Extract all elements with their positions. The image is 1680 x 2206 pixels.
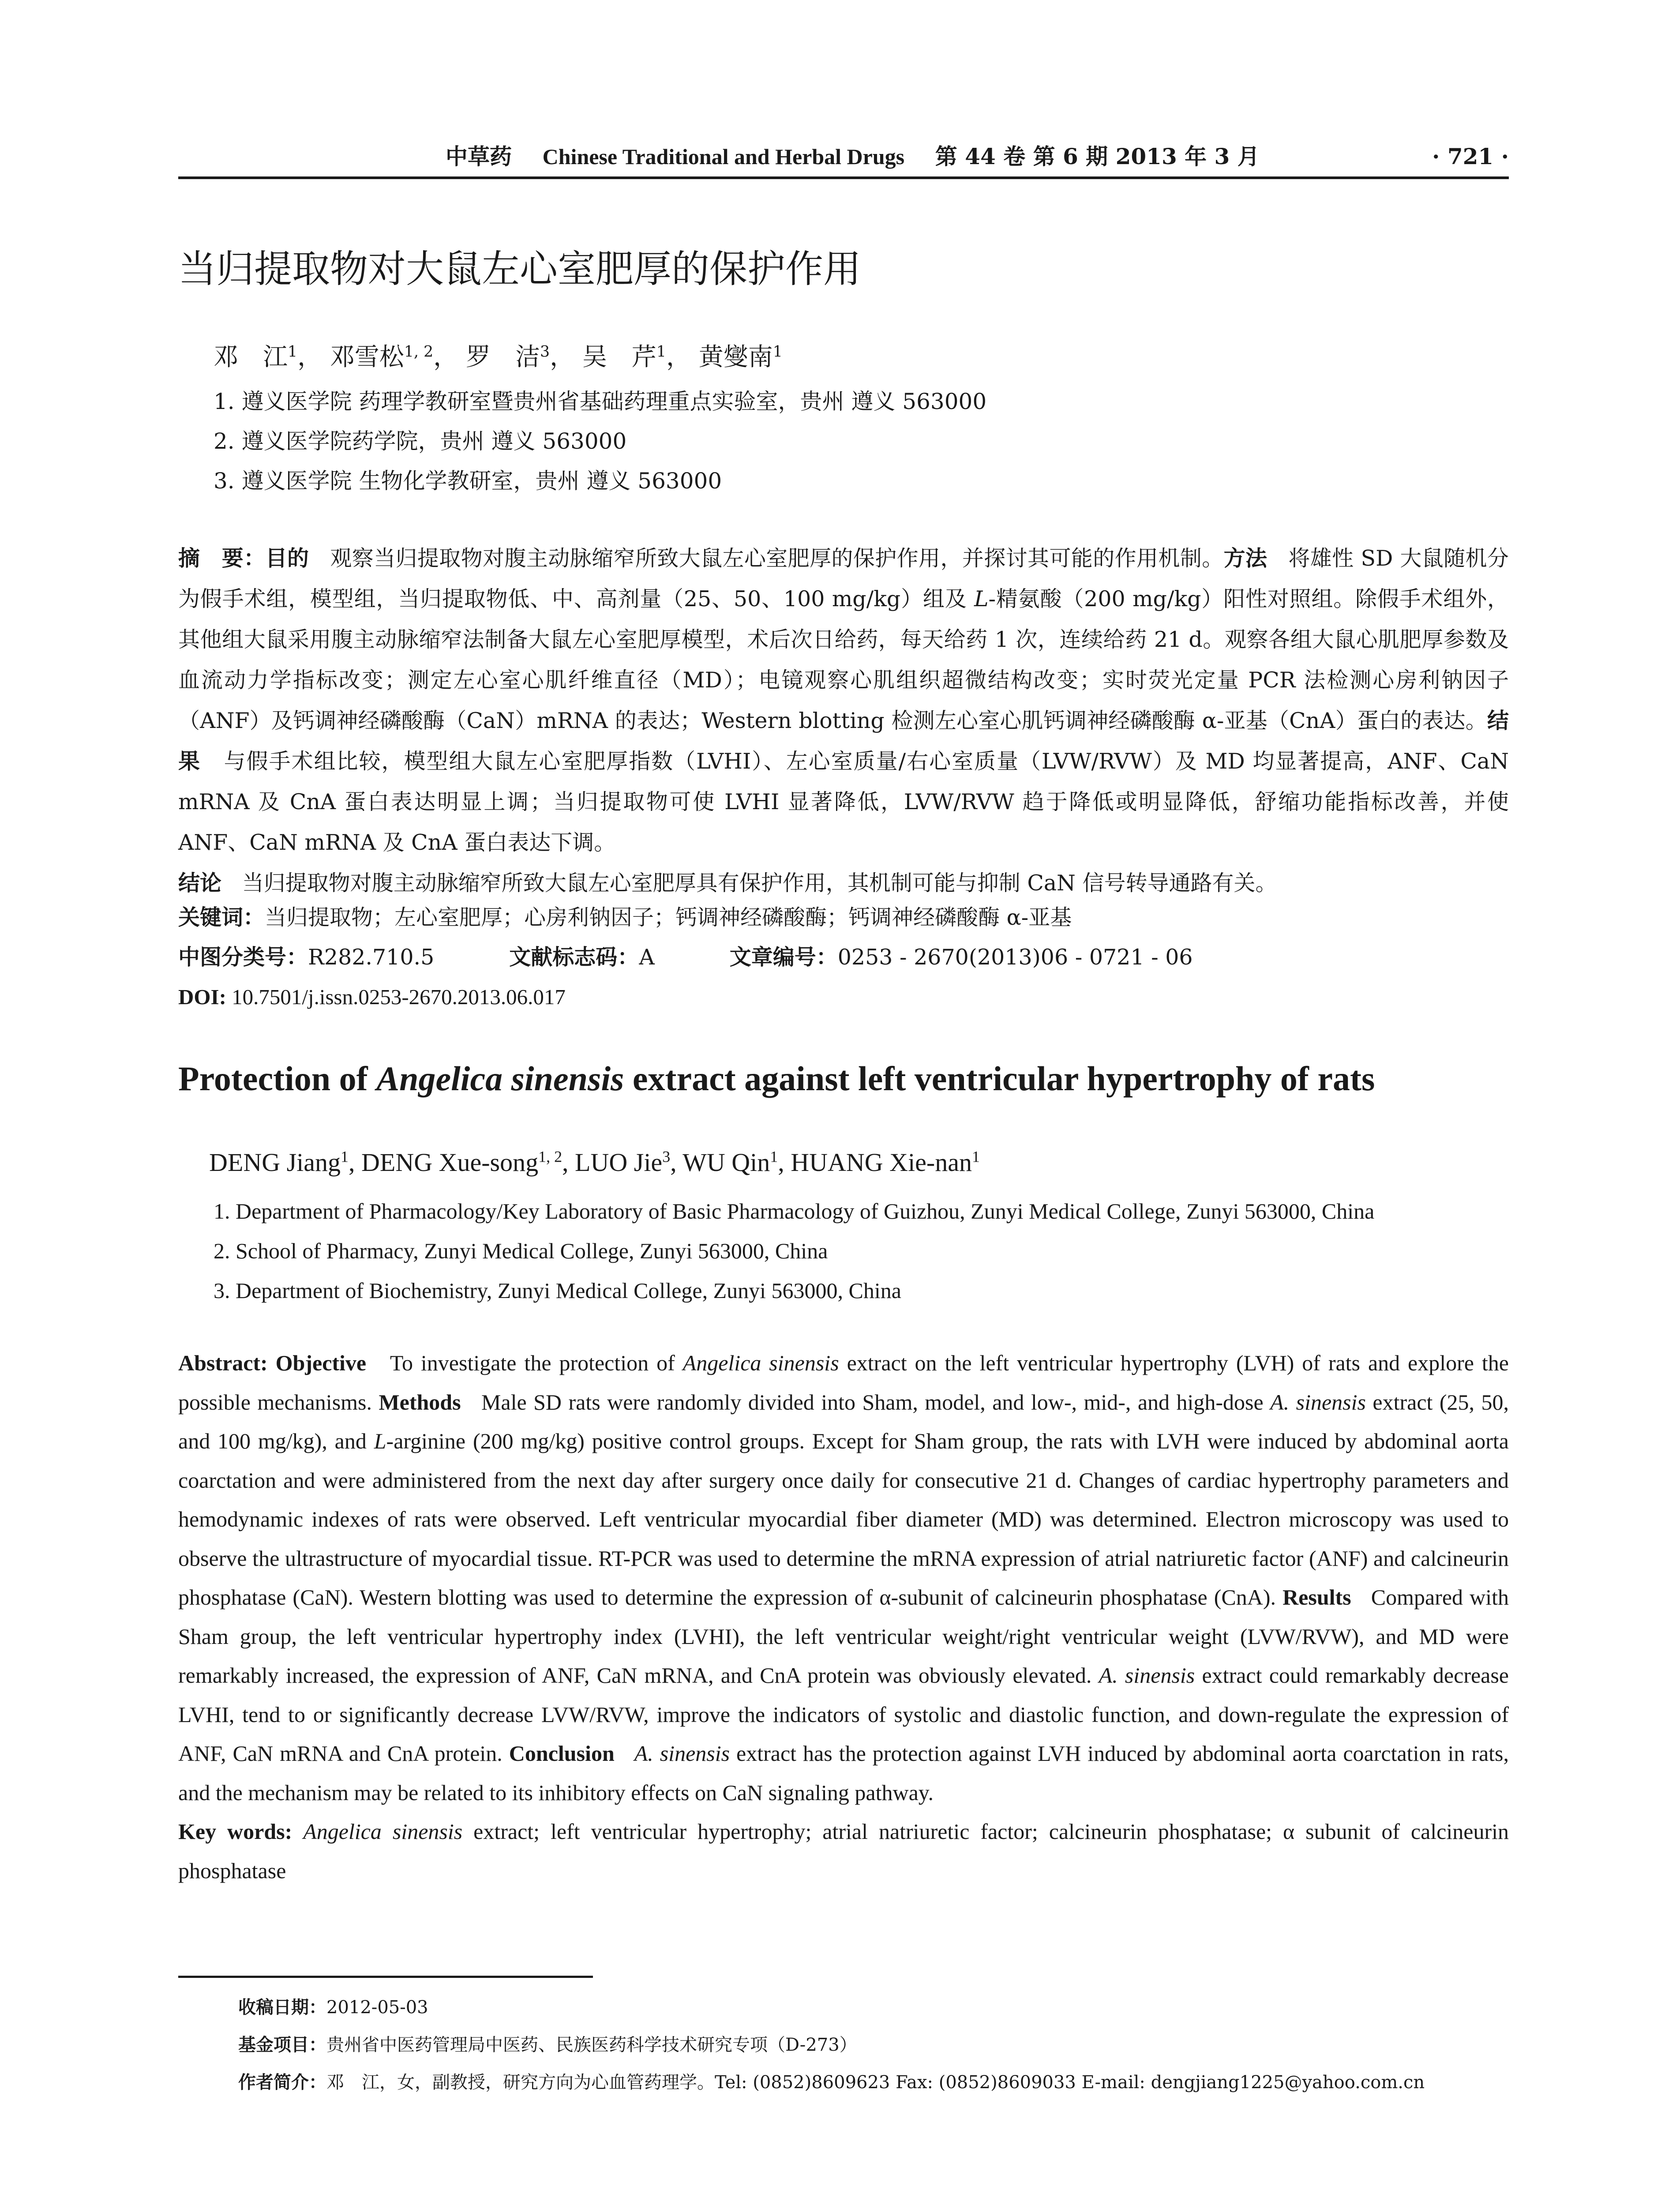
results-text-en-2: extract could remarkably decrease LVHI, tend to or significantly decrease LVW/RVW, improve the indicators of systolic and diastolic function, and down-regulate the expression of ANF, CaN mRNA and CnA protein. bbox=[178, 1663, 1509, 1766]
affiliation-en-3: 3. Department of Biochemistry, Zunyi Medical College, Zunyi 563000, China bbox=[214, 1278, 901, 1303]
affiliation-en-1: 1. Department of Pharmacology/Key Laboratory of Basic Pharmacology of Guizhou, Zunyi Medical College, Zunyi 563000, China bbox=[214, 1199, 1375, 1223]
author-bio-value: 邓 江，女，副教授，研究方向为心血管药理学。Tel: (0852)8609623 Fax: (0852)8609033 E-mail: dengjiang1225@yahoo.com.cn bbox=[326, 2072, 1425, 2093]
abstract-en bbox=[178, 1343, 1509, 1890]
author-affil-mark: 3 bbox=[662, 1148, 671, 1166]
footnote-fund bbox=[238, 2032, 857, 2058]
header-rule bbox=[178, 176, 1509, 179]
conclusion-label-en: Conclusion bbox=[509, 1741, 615, 1766]
article-value: 0253 - 2670(2013)06 - 0721 - 06 bbox=[837, 945, 1193, 970]
title-en-part: extract against left ventricular hypertrophy of rats bbox=[624, 1059, 1375, 1098]
author-affil-mark: 1 bbox=[770, 1148, 778, 1166]
conclusion-text-cn: 当归提取物对腹主动脉缩窄所致大鼠左心室肥厚具有保护作用，其机制可能与抑制 CaN 信号转导通路有关。 bbox=[242, 870, 1277, 896]
results-label-en: Results bbox=[1282, 1585, 1351, 1609]
running-header bbox=[446, 141, 1260, 172]
abstract-cn bbox=[178, 538, 1509, 904]
clc-value: R282.710.5 bbox=[308, 945, 435, 970]
author-affil-mark: 1 bbox=[772, 343, 783, 361]
article-label: 文章编号： bbox=[729, 945, 838, 970]
keywords-cn bbox=[178, 902, 1072, 933]
author-cn: 罗 洁 bbox=[465, 343, 540, 371]
keywords-label-en: Key words: bbox=[178, 1819, 292, 1844]
journal-issue: 第 44 卷 第 6 期 2013 年 3 月 bbox=[935, 143, 1260, 169]
keywords-label-cn: 关键词： bbox=[178, 905, 265, 930]
results-label-cn: 结果 bbox=[178, 708, 1509, 774]
author-cn: 邓雪松 bbox=[330, 343, 404, 371]
received-label: 收稿日期： bbox=[238, 1997, 326, 2018]
keywords-text-cn: 当归提取物；左心室肥厚；心房利钠因子；钙调神经磷酸酶；钙调神经磷酸酶 α-亚基 bbox=[265, 905, 1072, 930]
footnote-author bbox=[238, 2069, 1425, 2096]
journal-name-en: Chinese Traditional and Herbal Drugs bbox=[542, 144, 905, 169]
title-en-species: Angelica sinensis bbox=[376, 1059, 624, 1098]
doi-label: DOI: bbox=[178, 985, 226, 1009]
author-cn: 邓 江 bbox=[214, 343, 288, 371]
keywords-species-en: Angelica sinensis bbox=[303, 1819, 463, 1844]
methods-text-cn: 将雄性 SD 大鼠随机分为假手术组，模型组，当归提取物低、中、高剂量（25、50、100 mg/kg）组及 bbox=[178, 546, 1509, 612]
results-text-en: Compared with Sham group, the left ventricular hypertrophy index (LVHI), the left ventricular weight/right ventricular weight (LVW/RVW), and MD were remarkably increased, the expression of ANF, CaN mRNA, and CnA protein was obviously elevated. bbox=[178, 1585, 1509, 1688]
methods-text-en-2: extract (25, 50, and 100 mg/kg), and bbox=[178, 1389, 1509, 1453]
paper-title-cn: 当归提取物对大鼠左心室肥厚的保护作用 bbox=[178, 247, 861, 291]
objective-text-en-2: extract on the left ventricular hypertrophy (LVH) of rats and explore the possible mechanisms. bbox=[178, 1351, 1509, 1414]
objective-label-en: Objective bbox=[275, 1351, 367, 1375]
objective-label-cn: 目的 bbox=[265, 546, 309, 571]
paper-title-en bbox=[178, 1054, 1375, 1103]
abstract-label-cn: 摘 要： bbox=[178, 546, 266, 571]
affiliation-cn-2: 2. 遵义医学院药学院，贵州 遵义 563000 bbox=[214, 428, 627, 454]
journal-name-cn: 中草药 bbox=[446, 143, 512, 169]
methods-italic-en: L bbox=[374, 1429, 386, 1453]
doi-value: 10.7501/j.issn.0253-2670.2013.06.017 bbox=[226, 985, 566, 1009]
methods-label-en: Methods bbox=[379, 1389, 461, 1414]
fund-value: 贵州省中医药管理局中医药、民族医药科学技术研究专项（D-273） bbox=[326, 2035, 857, 2055]
title-en-part: Protection of bbox=[178, 1059, 377, 1098]
page-number: · 721 · bbox=[1432, 143, 1509, 169]
author-affil-mark: 1, 2 bbox=[404, 343, 434, 361]
classification-line bbox=[178, 942, 1193, 973]
clc-label: 中图分类号： bbox=[178, 945, 308, 970]
conclusion-text-en: extract has the protection against LVH induced by abdominal aorta coarctation in rats, and the mechanism may be related to its inhibitory effects on CaN signaling pathway. bbox=[178, 1741, 1509, 1805]
methods-text-en-3: -arginine (200 mg/kg) positive control groups. Except for Sham group, the rats with LVH were induced by abdominal aorta coarctation and were administered from the next day after surgery once daily for consecutive 21 d. Changes of cardiac hypertrophy parameters and hemodynamic indexes of rats were observed. Left ventricular myocardial fiber diameter (MD) was determined. Electron microscopy was used to observe the ultrastructure of myocardial tissue. RT-PCR was used to determine the mRNA expression of atrial natriuretic factor (ANF) and calcineurin phosphatase (CaN). Western blotting was used to determine the expression of α-subunit of calcineurin phosphatase (CnA). bbox=[178, 1429, 1509, 1609]
objective-species-en: Angelica sinensis bbox=[682, 1351, 839, 1375]
affiliation-cn-3: 3. 遵义医学院 生物化学教研室，贵州 遵义 563000 bbox=[214, 468, 722, 494]
keywords-text-en: extract; left ventricular hypertrophy; atrial natriuretic factor; calcineurin phosphatase; α subunit of calcineurin phosphatase bbox=[178, 1819, 1509, 1883]
objective-text-cn: 观察当归提取物对腹主动脉缩窄所致大鼠左心室肥厚的保护作用，并探讨其可能的作用机制。 bbox=[330, 546, 1224, 571]
author-en: DENG Xue-song bbox=[361, 1148, 539, 1177]
author-cn: 吴 芹 bbox=[582, 343, 656, 371]
conclusion-species-en: A. sinensis bbox=[634, 1741, 730, 1766]
received-value: 2012-05-03 bbox=[326, 1997, 428, 2018]
doccode-value: A bbox=[639, 945, 655, 970]
footnote-received bbox=[238, 1994, 428, 2021]
conclusion-label-cn: 结论 bbox=[178, 870, 222, 896]
abstract-label-en: Abstract: bbox=[178, 1351, 268, 1375]
author-cn: 黄燮南 bbox=[698, 343, 773, 371]
author-affil-mark: 1 bbox=[656, 343, 666, 361]
footnote-rule bbox=[178, 1976, 593, 1978]
affiliation-en-2: 2. School of Pharmacy, Zunyi Medical College, Zunyi 563000, China bbox=[214, 1238, 828, 1263]
results-text-cn: 与假手术组比较，模型组大鼠左心室肥厚指数（LVHI）、左心室质量/右心室质量（LVW/RVW）及 MD 均显著提高，ANF、CaN mRNA 及 CnA 蛋白表达明显上调；当归提取物可使 LVHI 显著降低，LVW/RVW 趋于降低或明显降低，舒缩功能指标改善，并使 ANF、CaN mRNA 及 CnA 蛋白表达下调。 bbox=[178, 749, 1509, 855]
doi-line bbox=[178, 982, 566, 1013]
author-en: HUANG Xie-nan bbox=[791, 1148, 972, 1177]
author-en: DENG Jiang bbox=[209, 1148, 341, 1177]
methods-text-en: Male SD rats were randomly divided into Sham, model, and low-, mid-, and high-dose bbox=[481, 1389, 1271, 1414]
affiliation-cn-1: 1. 遵义医学院 药理学教研室暨贵州省基础药理重点实验室，贵州 遵义 563000 bbox=[214, 389, 987, 414]
author-bio-label: 作者简介： bbox=[238, 2072, 326, 2093]
author-affil-mark: 1 bbox=[341, 1148, 349, 1166]
author-affil-mark: 1, 2 bbox=[538, 1148, 562, 1166]
methods-label-cn: 方法 bbox=[1223, 546, 1268, 571]
objective-text-en: To investigate the protection of bbox=[390, 1351, 683, 1375]
author-affil-mark: 3 bbox=[540, 343, 550, 361]
author-en: LUO Jie bbox=[575, 1148, 663, 1177]
author-list-en: DENG Jiang$^1$, DENG Xue-song$^{1, 2}$, LUO Jie$^3$, WU Qin$^1$, HUANG Xie-nan$^1$ bbox=[209, 1148, 980, 1177]
author-affil-mark: 1 bbox=[971, 1148, 980, 1166]
methods-text-cn-2: -精氨酸（200 mg/kg）阳性对照组。除假手术组外，其他组大鼠采用腹主动脉缩窄法制备大鼠左心室肥厚模型，术后次日给药，每天给药 1 次，连续给药 21 d。观察各组大鼠心肌肥厚参数及血流动力学指标改变；测定左心室心肌纤维直径（MD）；电镜观察心肌组织超微结构改变；实时荧光定量 PCR 法检测心房利钠因子（ANF）及钙调神经磷酸酶（CaN）mRNA 的表达；Western blotting 检测左心室心肌钙调神经磷酸酶 α-亚基（CnA）蛋白的表达。 bbox=[178, 586, 1509, 733]
author-list-cn: 邓 江$^1$， 邓雪松$^{1, 2}$， 罗 洁$^3$， 吴 芹$^1$， 黄燮南$^1$ bbox=[214, 343, 783, 371]
results-species-en: A. sinensis bbox=[1099, 1663, 1195, 1688]
author-affil-mark: 1 bbox=[288, 343, 298, 361]
fund-label: 基金项目： bbox=[238, 2035, 326, 2055]
methods-italic-cn: L bbox=[974, 586, 989, 612]
doccode-label: 文献标志码： bbox=[509, 945, 639, 970]
methods-species-en: A. sinensis bbox=[1270, 1389, 1366, 1414]
author-en: WU Qin bbox=[682, 1148, 770, 1177]
